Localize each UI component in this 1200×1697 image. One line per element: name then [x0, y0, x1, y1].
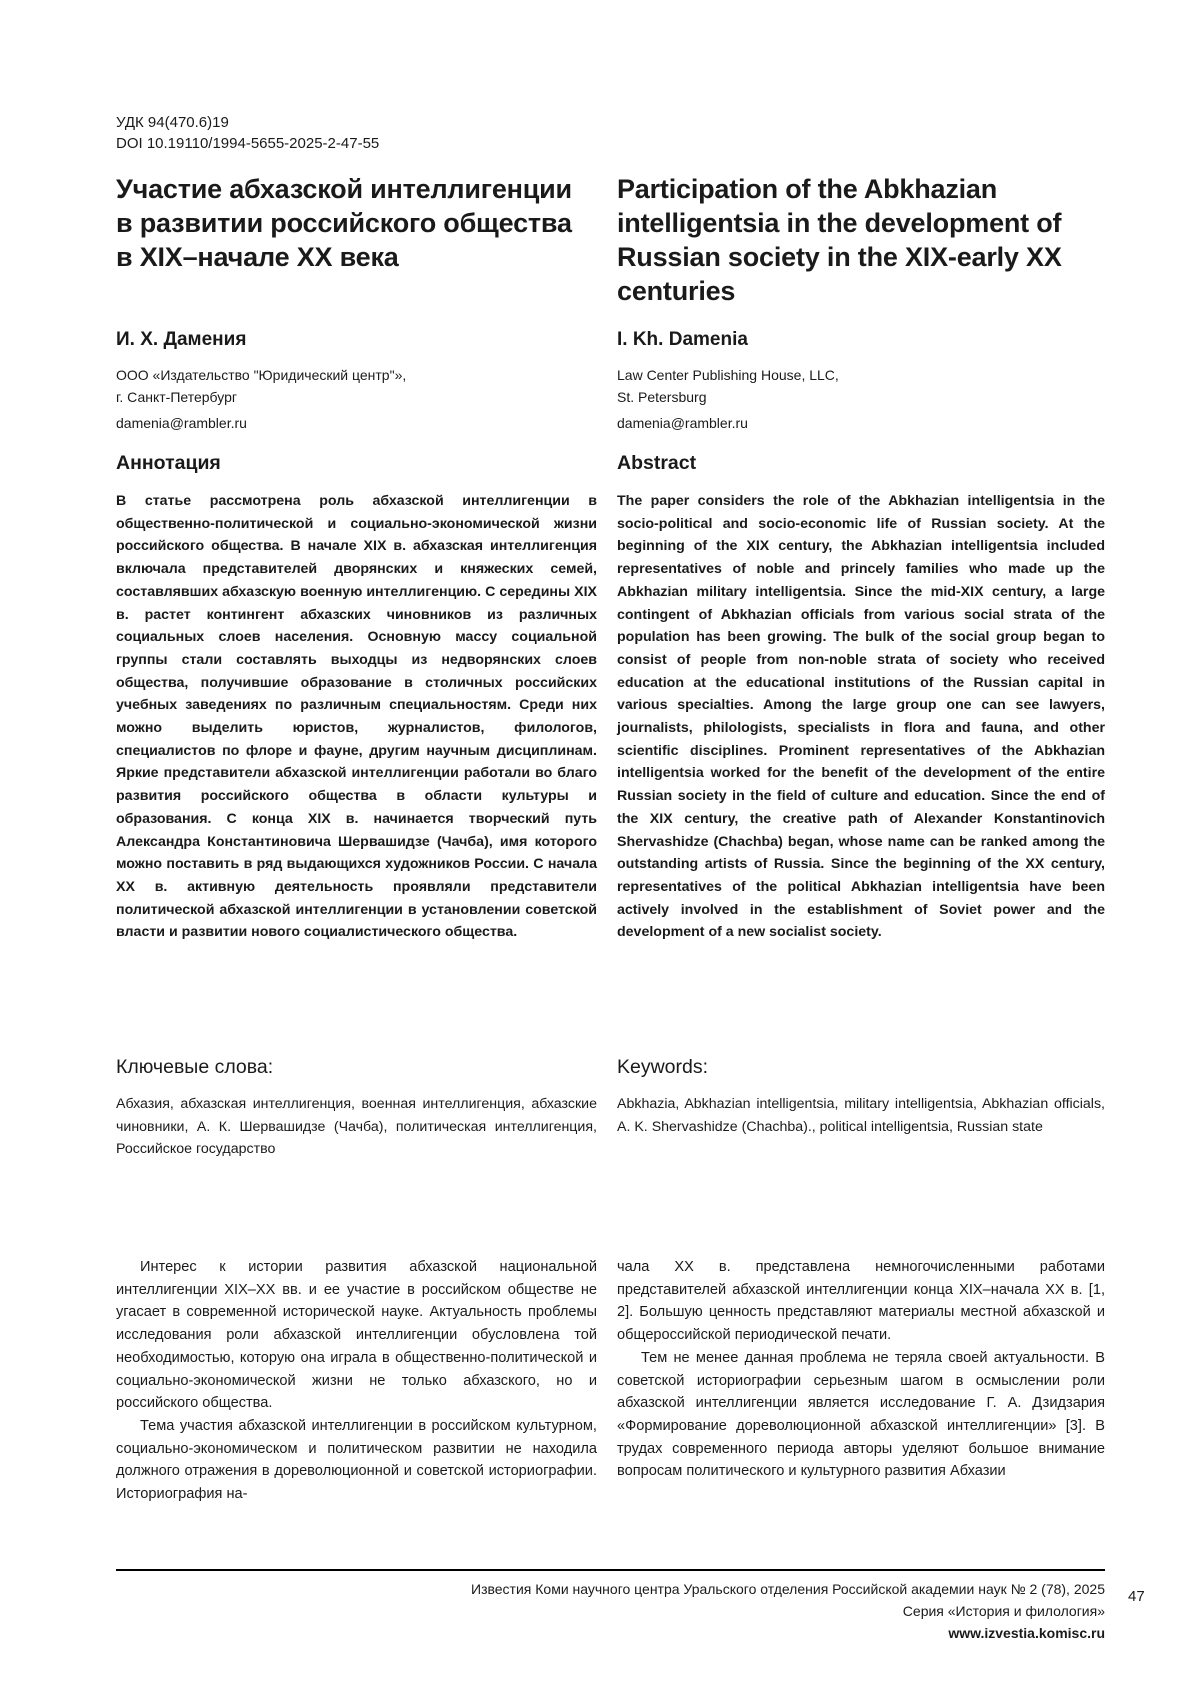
ru-title-line: в развитии российского общества [116, 206, 596, 240]
body-paragraph: Тема участия абхазской интеллигенции в российском культурном, социально-экономическом и политическом развитии не находила должного отражения в дореволюционной и советской историографии. Историография на- [116, 1415, 597, 1506]
body-right-column [617, 1256, 1105, 1483]
footer-series: Серия «История и филология» [205, 1600, 1105, 1622]
body-paragraph: Тем не менее данная проблема не теряла своей актуальности. В советской историографии серьезным шагом в осмыслении роли абхазской интеллигенции является исследование Г. А. Дзидзария «Формирование дореволюционной абхазской интеллигенции» [3]. В трудах современного периода авторы уделяют большое внимание вопросам политического и культурного развития Абхазии [617, 1347, 1105, 1483]
en-abstract: The paper considers the role of the Abkhazian intelligentsia in the socio-political and socio-economic life of Russian society. At the beginning of the XIX century, the Abkhazian intelligentsia included representatives of noble and princely families who made up the Abkhazian military intelligentsia. Since the mid-XIX century, a large contingent of Abkhazian officials from various social strata of the population has been growing. The bulk of the social group began to consist of people from non-noble strata of society who received education at the educational institutions of the Russian capital in various specialties. Among the large group one can see lawyers, journalists, philologists, specialists in flora and fauna, and other scientific disciplines. Prominent representatives of the Abkhazian intelligentsia worked for the benefit of the development of the entire Russian society in the field of culture and education. Since the end of the XIX century, the creative path of Alexander Konstantinovich Shervashidze (Chachba) began, whose name can be ranked among the outstanding artists of Russia. Since the beginning of the XX century, representatives of the political Abkhazian intelligentsia have been actively involved in the establishment of Soviet power and the development of a new socialist society. [617, 490, 1105, 944]
ru-title-line: в XIX–начале XX века [116, 240, 596, 274]
ru-affiliation-line: ООО «Издательство "Юридический центр"», [116, 364, 406, 386]
en-affiliation [617, 364, 839, 408]
en-title-line: Participation of the Abkhazian [617, 172, 1107, 206]
footer [205, 1578, 1105, 1644]
ru-title-line: Участие абхазской интеллигенции [116, 172, 596, 206]
en-keywords-heading: Keywords: [617, 1055, 708, 1079]
udk: УДК 94(470.6)19 [116, 112, 229, 133]
ru-email[interactable]: damenia@rambler.ru [116, 412, 247, 434]
footer-site-link[interactable]: www.izvestia.komisc.ru [205, 1622, 1105, 1644]
en-title [617, 172, 1107, 308]
en-affiliation-line: St. Petersburg [617, 386, 839, 408]
ru-abstract-heading: Аннотация [116, 451, 221, 475]
en-abstract-heading: Abstract [617, 451, 696, 475]
en-title-line: intelligentsia in the development of [617, 206, 1107, 240]
footer-journal: Известия Коми научного центра Уральского отделения Российской академии наук № 2 (78), 2025 [205, 1578, 1105, 1600]
en-title-line: Russian society in the XIX-early XX [617, 240, 1107, 274]
ru-title [116, 172, 596, 274]
en-email[interactable]: damenia@rambler.ru [617, 412, 748, 434]
page-number: 47 [1128, 1588, 1145, 1605]
en-keywords: Abkhazia, Abkhazian intelligentsia, military intelligentsia, Abkhazian officials, A. K. Shervashidze (Chachba)., political intelligentsia, Russian state [617, 1093, 1105, 1138]
en-affiliation-line: Law Center Publishing House, LLC, [617, 364, 839, 386]
doi: DOI 10.19110/1994-5655-2025-2-47-55 [116, 133, 379, 154]
ru-affiliation-line: г. Санкт-Петербург [116, 386, 406, 408]
body-left-column [116, 1256, 597, 1506]
body-paragraph: чала XX в. представлена немногочисленными работами представителей абхазской интеллигенции конца XIX–начала XX в. [1, 2]. Большую ценность представляют материалы местной абхазской и общероссийской периодической печати. [617, 1256, 1105, 1347]
ru-keywords-heading: Ключевые слова: [116, 1055, 273, 1079]
footer-rule [116, 1569, 1105, 1571]
body-paragraph: Интерес к истории развития абхазской национальной интеллигенции XIX–XX вв. и ее участие в российском обществе не угасает в современной исторической науке. Актуальность проблемы исследования роли абхазской интеллигенции обусловлена той необходимостью, которую она играла в общественно-политической и социально-экономической жизни не только абхазского, но и российского общества. [116, 1256, 597, 1415]
en-author: I. Kh. Damenia [617, 328, 748, 352]
en-title-line: centuries [617, 274, 1107, 308]
ru-affiliation [116, 364, 406, 408]
ru-abstract: В статье рассмотрена роль абхазской интеллигенции в общественно-политической и социально-экономической жизни российского общества. В начале XIX в. абхазская интеллигенция включала представителей дворянских и княжеских семей, составлявших абхазскую военную интеллигенцию. С середины XIX в. растет контингент абхазских чиновников из различных социальных слоев населения. Основную массу социальной группы стали составлять выходцы из недворянских слоев общества, получившие образование в столичных российских учебных заведениях по различным специальностям. Среди них можно выделить юристов, журналистов, филологов, специалистов по флоре и фауне, другим научным дисциплинам. Яркие представители абхазской интеллигенции работали во благо развития российского общества в области культуры и образования. С конца XIX в. начинается творческий путь Александра Константиновича Шервашидзе (Чачба), имя которого можно поставить в ряд выдающихся художников России. С начала XX в. активную деятельность проявляли представители политической абхазской интеллигенции в установлении советской власти и развитии нового социалистического общества. [116, 490, 597, 944]
ru-author: И. Х. Дамения [116, 328, 246, 352]
ru-keywords: Абхазия, абхазская интеллигенция, военная интеллигенция, абхазские чиновники, А. К. Шервашидзе (Чачба), политическая интеллигенция, Российское государство [116, 1093, 597, 1161]
